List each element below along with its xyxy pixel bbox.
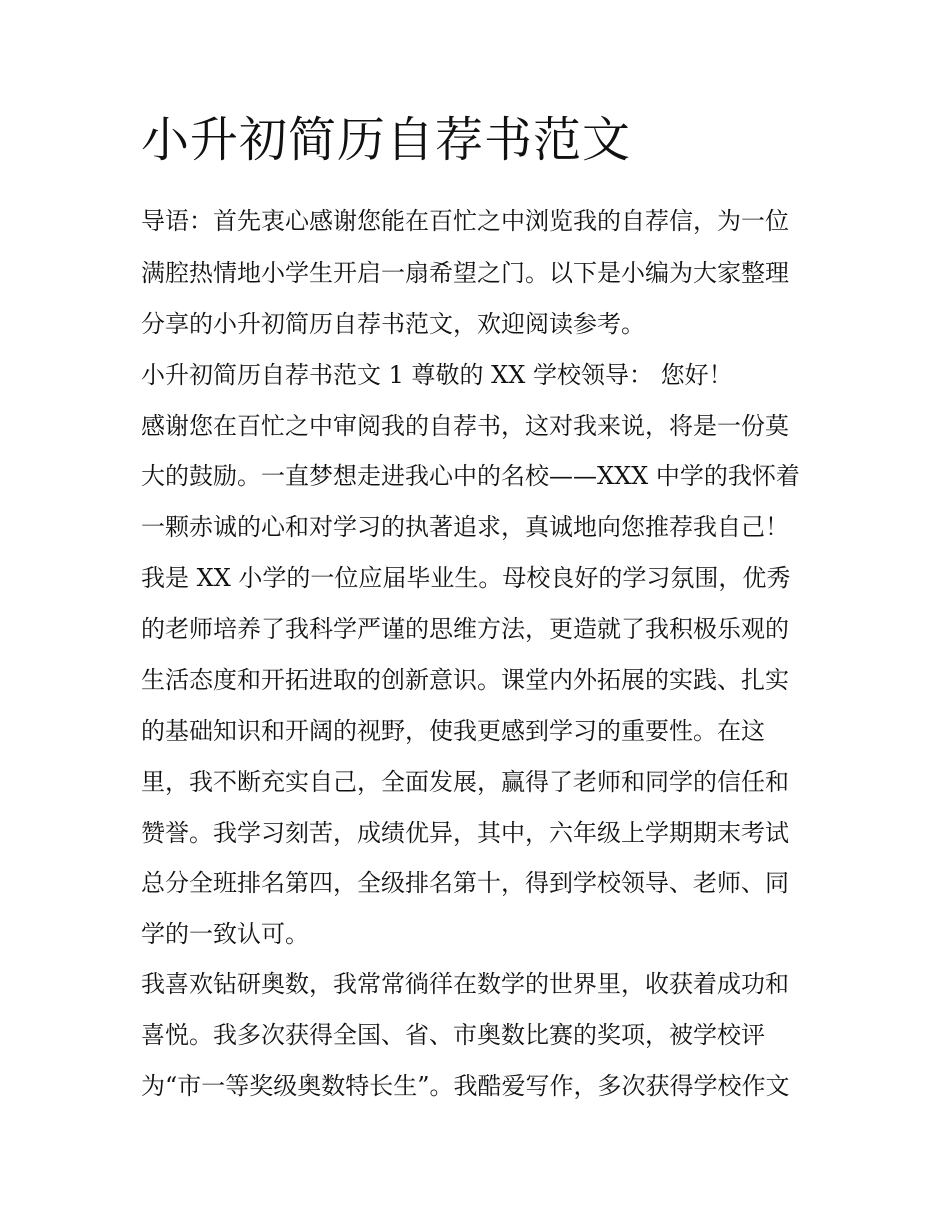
paragraph-2-line-6: 赞誉。我学习刻苦，成绩优异，其中，六年级上学期期末考试 (141, 819, 789, 847)
paragraph-1-line-2: 大的鼓励。一直梦想走进我心中的名校——XXX 中学的我怀着 (141, 462, 800, 490)
paragraph-2-line-5: 里，我不断充实自己，全面发展，赢得了老师和同学的信任和 (141, 768, 789, 796)
paragraph-2-line-4: 的基础知识和开阔的视野，使我更感到学习的重要性。在这 (141, 717, 765, 745)
intro-line-1: 导语：首先衷心感谢您能在百忙之中浏览我的自荐信，为一位 (141, 207, 789, 235)
intro-line-3: 分享的小升初简历自荐书范文，欢迎阅读参考。 (141, 310, 645, 338)
paragraph-3-line-2: 喜悦。我多次获得全国、省、市奥数比赛的奖项，被学校评 (141, 1021, 765, 1049)
paragraph-1-line-1: 感谢您在百忙之中审阅我的自荐书，这对我来说，将是一份莫 (141, 412, 789, 440)
paragraph-2-line-1: 我是 XX 小学的一位应届毕业生。母校良好的学习氛围，优秀 (141, 564, 791, 592)
paragraph-2-line-2: 的老师培养了我科学严谨的思维方法，更造就了我积极乐观的 (141, 615, 789, 643)
document-title: 小升初简历自荐书范文 (141, 112, 632, 168)
paragraph-2-line-7: 总分全班排名第四，全级排名第十，得到学校领导、老师、同 (141, 869, 789, 897)
salutation-line: 小升初简历自荐书范文 1 尊敬的 XX 学校领导： 您好！ (141, 361, 733, 389)
paragraph-2-line-3: 生活态度和开拓进取的创新意识。课堂内外拓展的实践、扎实 (141, 666, 789, 694)
paragraph-2-line-8: 学的一致认可。 (141, 920, 309, 948)
paragraph-3-line-1: 我喜欢钻研奥数，我常常徜徉在数学的世界里，收获着成功和 (141, 970, 789, 998)
paragraph-3-line-3: 为“市一等奖级奥数特长生”。我酷爱写作，多次获得学校作文 (141, 1072, 790, 1100)
paragraph-1-line-3: 一颗赤诚的心和对学习的执著追求，真诚地向您推荐我自己！ (141, 513, 789, 541)
intro-line-2: 满腔热情地小学生开启一扇希望之门。以下是小编为大家整理 (141, 259, 789, 287)
